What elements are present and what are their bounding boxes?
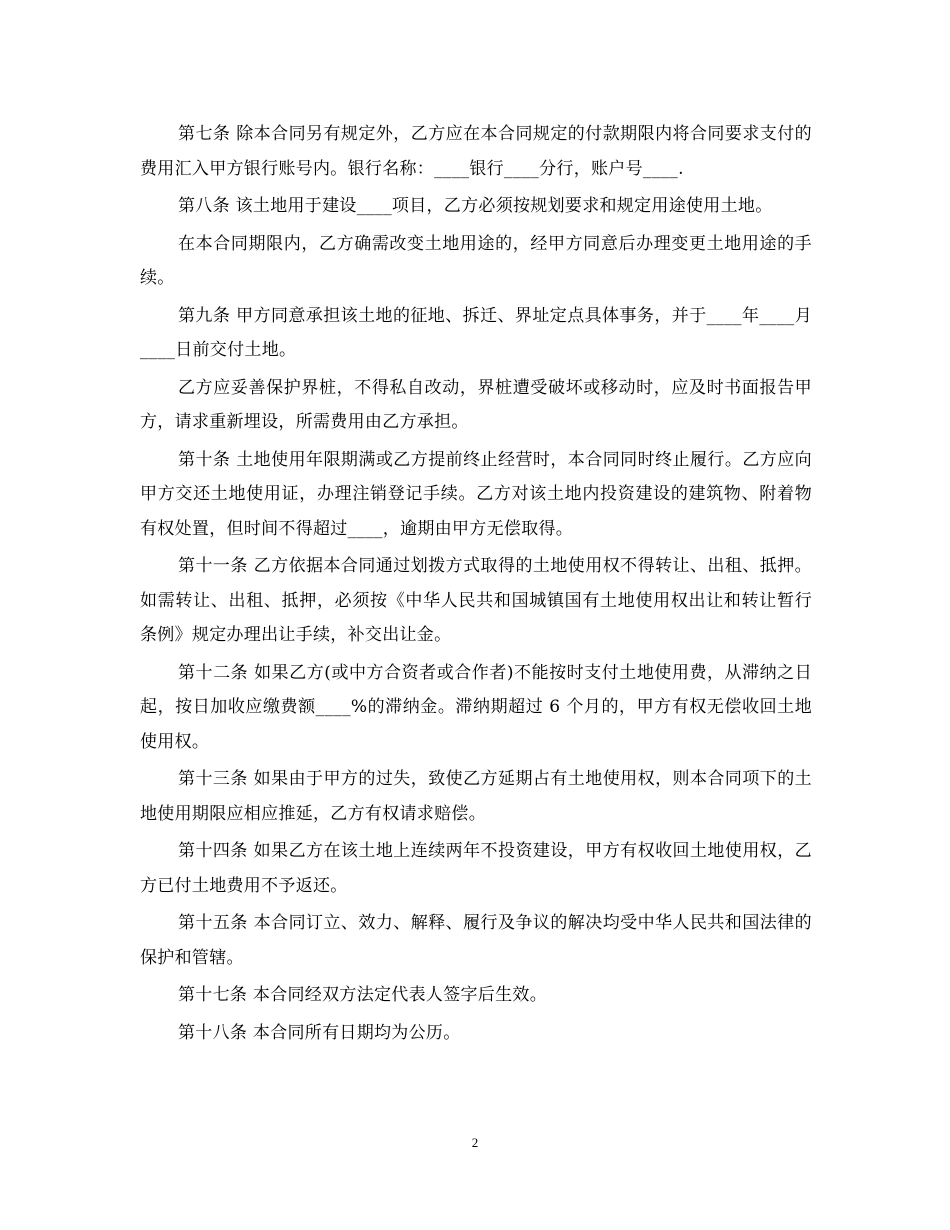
- paragraph-article-7: 第七条 除本合同另有规定外，乙方应在本合同规定的付款期限内将合同要求支付的费用汇入甲方银行账号内。银行名称：____银行____分行，账户号____.: [140, 124, 812, 179]
- paragraph-land-use-change: 在本合同期限内，乙方确需改变土地用途的，经甲方同意后办理变更土地用途的手续。: [140, 233, 812, 288]
- paragraph-article-13: 第十三条 如果由于甲方的过失，致使乙方延期占有土地使用权，则本合同项下的土地使用期限应相应推延，乙方有权请求赔偿。: [140, 769, 812, 824]
- paragraph-article-18: 第十八条 本合同所有日期均为公历。: [178, 1022, 461, 1043]
- paragraph-article-15: 第十五条 本合同订立、效力、解释、履行及争议的解决均受中华人民共和国法律的保护和管辖。: [140, 913, 812, 968]
- paragraph-article-8: 第八条 该土地用于建设____项目，乙方必须按规划要求和规定用途使用土地。: [178, 196, 773, 216]
- paragraph-article-17: 第十七条 本合同经双方法定代表人签字后生效。: [178, 985, 548, 1005]
- page-number: 2: [471, 1135, 479, 1150]
- document-body: [140, 117, 812, 1053]
- paragraph-article-9: 第九条 甲方同意承担该土地的征地、拆迁、界址定点具体事务，并于____年____月____日前交付土地。: [140, 305, 812, 360]
- paragraph-article-12: 第十二条 如果乙方(或中方合资者或合作者)不能按时支付土地使用费，从滞纳之日起，按日加收应缴费额____%的滞纳金。滞纳期超过 6 个月的，甲方有权无偿收回土地使用权。: [140, 662, 812, 752]
- paragraph-article-10: 第十条 土地使用年限期满或乙方提前终止经营时，本合同同时终止履行。乙方应向甲方交还土地使用证，办理注销登记手续。乙方对该土地内投资建设的建筑物、附着物有权处置，但时间不得超过____，逾期由甲方无偿取得。: [140, 449, 812, 539]
- paragraph-article-11: 第十一条 乙方依据本合同通过划拨方式取得的土地使用权不得转让、出租、抵押。如需转让、出租、抵押，必须按《中华人民共和国城镇国有土地使用权出让和转让暂行条例》规定办理出让手续，补交出让金。: [140, 556, 812, 645]
- paragraph-article-14: 第十四条 如果乙方在该土地上连续两年不投资建设，甲方有权收回土地使用权，乙方已付土地费用不予返还。: [140, 841, 812, 896]
- paragraph-boundary-markers: 乙方应妥善保护界桩，不得私自改动，界桩遭受破坏或移动时，应及时书面报告甲方，请求重新埋设，所需费用由乙方承担。: [140, 377, 812, 432]
